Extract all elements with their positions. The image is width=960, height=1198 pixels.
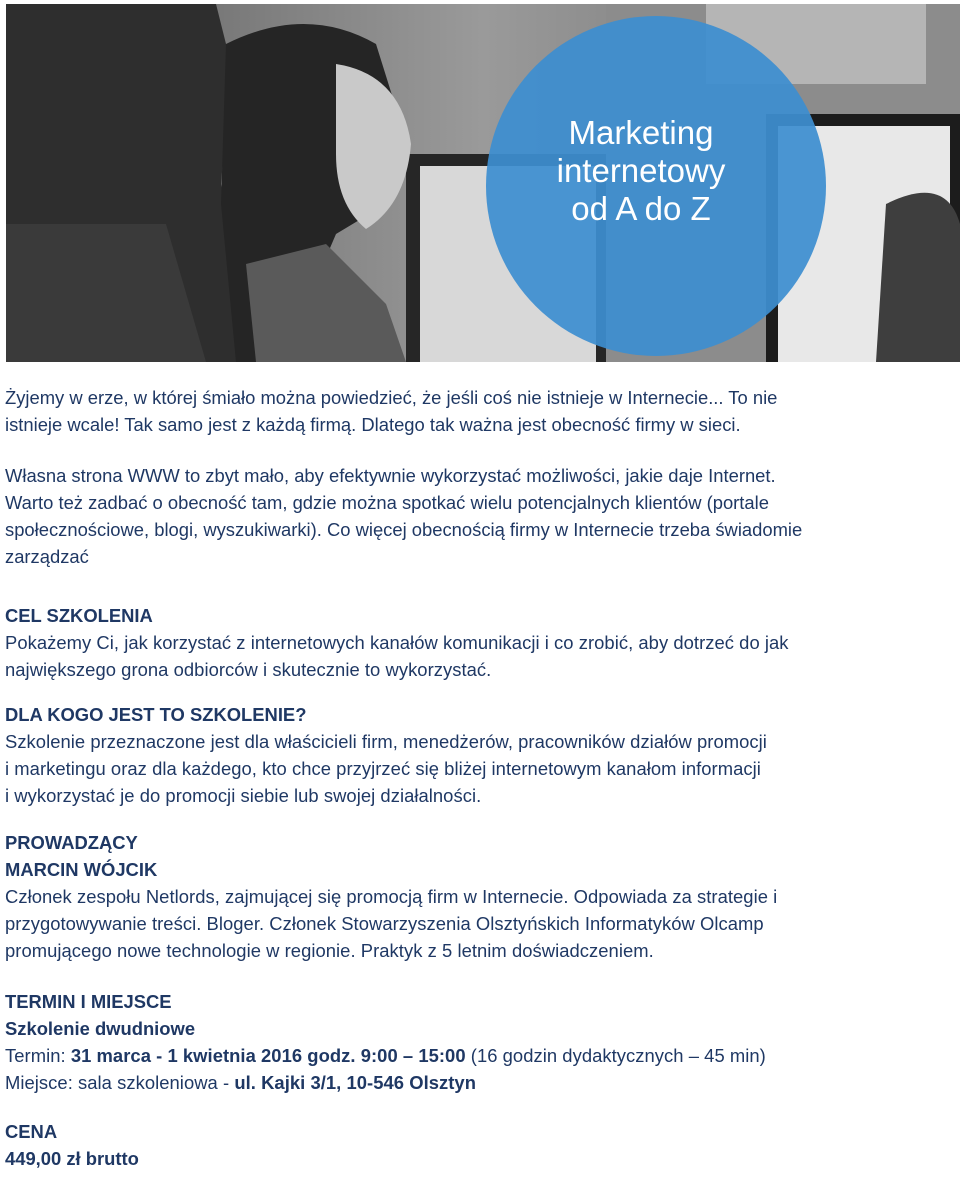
place-label: Miejsce: sala szkoleniowa - (5, 1072, 235, 1093)
text-line: Własna strona WWW to zbyt mało, aby efektywnie wykorzystać możliwości, jakie daje Internet. (5, 465, 776, 486)
audience-section (5, 701, 955, 809)
text-line: i marketingu oraz dla każdego, kto chce przyjrzeć się bliżej internetowym kanałom informacji (5, 758, 761, 779)
intro-paragraph-2 (5, 462, 955, 570)
text-line: Szkolenie przeznaczone jest dla właścicieli firm, menedżerów, pracowników działów promocji (5, 731, 767, 752)
hero-photo (6, 4, 960, 362)
goal-section (5, 602, 955, 683)
text-line: zarządzać (5, 546, 89, 567)
section-heading: DLA KOGO JEST TO SZKOLENIE? (5, 704, 307, 725)
hero-banner (6, 4, 960, 362)
section-heading: TERMIN I MIEJSCE (5, 991, 172, 1012)
intro-paragraph-1 (5, 384, 955, 438)
place-address: ul. Kajki 3/1, 10-546 Olsztyn (234, 1072, 476, 1093)
term-note: (16 godzin dydaktycznych – 45 min) (465, 1045, 766, 1066)
text-line: Żyjemy w erze, w której śmiało można powiedzieć, że jeśli coś nie istnieje w Internecie... To nie (5, 387, 778, 408)
schedule-section (5, 988, 955, 1096)
term-dates: 31 marca - 1 kwietnia 2016 godz. 9:00 – 15:00 (70, 1045, 466, 1066)
hero-title-line: Marketing (568, 114, 714, 151)
hero-title (516, 114, 766, 228)
text-line: Członek zespołu Netlords, zajmującej się promocją firm w Internecie. Odpowiada za strategie i (5, 886, 778, 907)
section-heading: CENA (5, 1121, 58, 1142)
price-section (5, 1118, 955, 1172)
section-heading: CEL SZKOLENIA (5, 605, 153, 626)
hero-title-line: od A do Z (571, 190, 711, 227)
text-line: promującego nowe technologie w regionie. Praktyk z 5 letnim doświadczeniem. (5, 940, 654, 961)
price-value: 449,00 zł brutto (5, 1148, 139, 1169)
section-subheading: Szkolenie dwudniowe (5, 1018, 196, 1039)
text-line: przygotowywanie treści. Bloger. Członek Stowarzyszenia Olsztyńskich Informatyków Olcamp (5, 913, 764, 934)
text-line: istnieje wcale! Tak samo jest z każdą firmą. Dlatego tak ważna jest obecność firmy w sieci. (5, 414, 741, 435)
trainer-section (5, 829, 955, 964)
term-label: Termin: (5, 1045, 71, 1066)
place-line (5, 1069, 955, 1096)
trainer-name: MARCIN WÓJCIK (5, 859, 158, 880)
text-line: Warto też zadbać o obecność tam, gdzie można spotkać wielu potencjalnych klientów (portale (5, 492, 769, 513)
text-line: Pokażemy Ci, jak korzystać z internetowych kanałów komunikacji i co zrobić, aby dotrzeć do jak (5, 632, 789, 653)
text-line: największego grona odbiorców i skutecznie to wykorzystać. (5, 659, 492, 680)
hero-title-line: internetowy (556, 152, 726, 189)
section-heading: PROWADZĄCY (5, 832, 138, 853)
term-line (5, 1042, 955, 1069)
document-body (5, 384, 955, 1172)
text-line: i wykorzystać je do promocji siebie lub swojej działalności. (5, 785, 482, 806)
text-line: społecznościowe, blogi, wyszukiwarki). Co więcej obecnością firmy w Internecie trzeba świadomie (5, 519, 803, 540)
